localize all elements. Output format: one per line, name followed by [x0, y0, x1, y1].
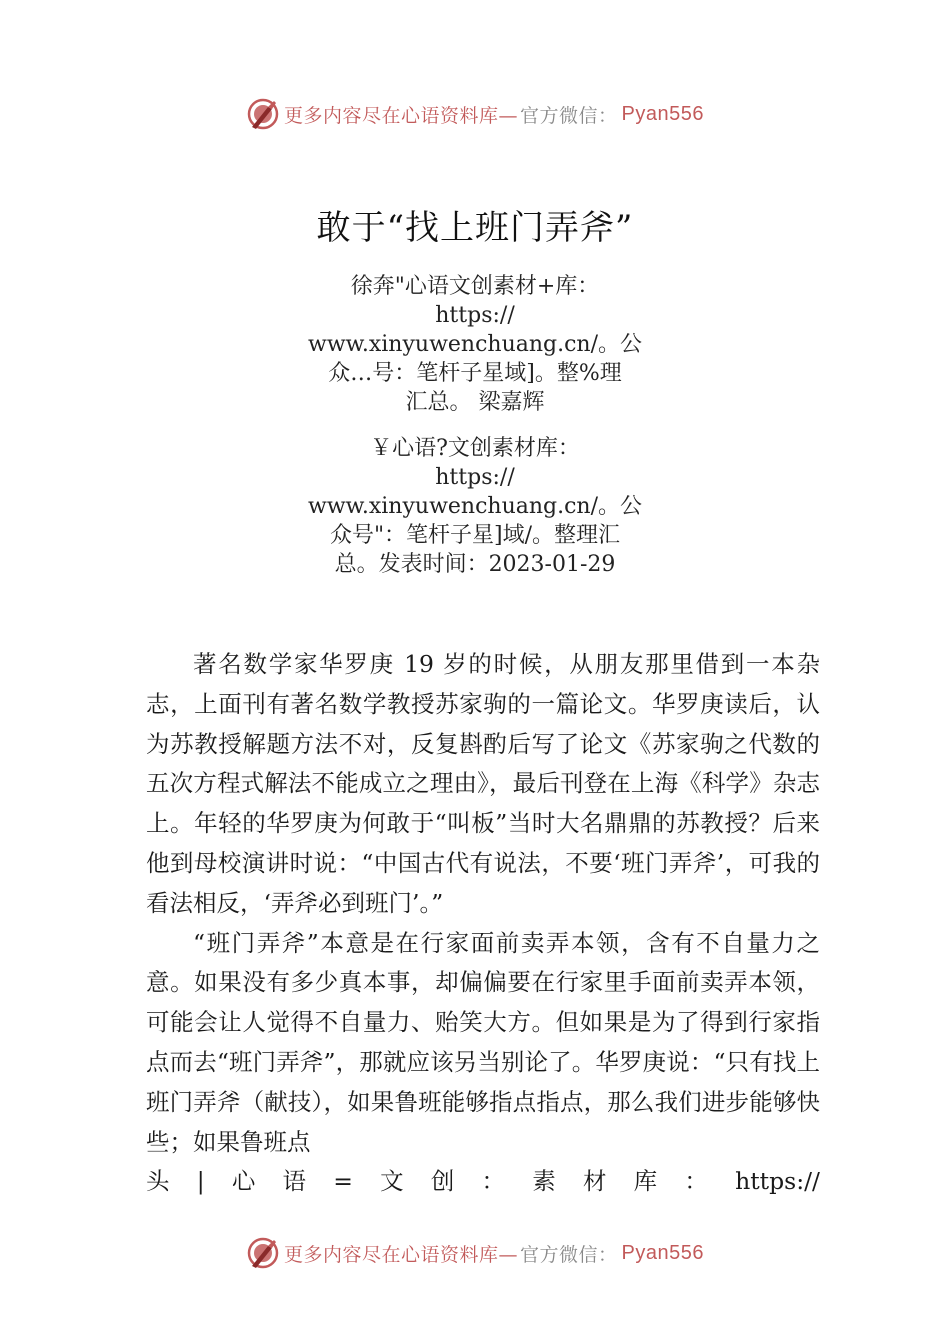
last-line-char: | [196, 1167, 205, 1196]
last-line-char: ： [684, 1167, 708, 1196]
body-last-line [146, 1162, 820, 1202]
banner-library-text: 更多内容尽在心语资料库— [284, 1243, 519, 1266]
body-paragraph: 著名数学家华罗庚 19 岁的时候，从朋友那里借到一本杂志，上面刊有著名数学教授苏家驹的一篇论文。华罗庚读后，认为苏教授解题方法不对，反复斟酌后写了论文《苏家驹之代数的五次方程式解法不能成立之理由》，最后刊登在上海《科学》杂志上。年轻的华罗庚为何敢于“叫板”当时大名鼎鼎的苏教授？后来他到母校演讲时说：“中国古代有说法，不要‘班门弄斧’，可我的看法相反，‘弄斧必到班门’。” [146, 650, 820, 917]
meta-line: ￥心语?文创素材库： [370, 436, 580, 461]
footer-watermark-banner [0, 1236, 950, 1270]
last-line-char: 素 [532, 1167, 556, 1196]
meta-line: www.xinyuwenchuang.cn/。公 [307, 494, 643, 519]
last-line-char: 材 [582, 1167, 607, 1196]
last-line-char: ： [481, 1167, 506, 1196]
last-line-char: 心 [231, 1167, 256, 1196]
last-line-char: 语 [282, 1167, 307, 1196]
banner-wechat-label: 官方微信： [520, 104, 618, 127]
last-line-char: https:// [735, 1167, 820, 1196]
last-line-char: 文 [380, 1167, 404, 1196]
body-paragraph: “班门弄斧”本意是在行家面前卖弄本领，含有不自量力之意。如果没有多少真本事，却偏偏要在行家里手面前卖弄本领，可能会让人觉得不自量力、贻笑大方。但如果是为了得到行家指点而去“班门弄斧”，那就应该另当别论了。华罗庚说：“只有找上班门弄斧（献技），如果鲁班能够指点指点，那么我们进步能够快些；如果鲁班点 [146, 928, 820, 1156]
last-line-char: = [333, 1167, 353, 1196]
meta-line: 总。发表时间：2023-01-29 [334, 552, 616, 577]
meta-line: 众号"：笔杆子星]域/。整理汇 [329, 523, 621, 548]
pen-seal-logo-icon [246, 97, 280, 131]
last-line-char: 创 [430, 1167, 455, 1196]
article-body [146, 645, 820, 1202]
meta-line: 众…号：笔杆子星域]。整%理 [328, 361, 622, 386]
banner-library-text: 更多内容尽在心语资料库— [284, 104, 519, 127]
last-line-char: 库 [633, 1167, 658, 1196]
meta-line: 汇总。 梁嘉辉 [405, 390, 545, 415]
pen-seal-logo-icon [246, 1236, 280, 1270]
banner-wechat-id: Pyan556 [621, 1241, 704, 1264]
meta-line: https:// [435, 303, 515, 328]
meta-line: www.xinyuwenchuang.cn/。公 [307, 332, 643, 357]
header-watermark-banner [0, 97, 950, 131]
article-title: 敢于“找上班门弄斧” [316, 208, 634, 248]
source-info-block-2 [295, 434, 655, 579]
meta-line: 徐奔"心语文创素材+库： [350, 274, 600, 299]
banner-wechat-label: 官方微信： [520, 1243, 618, 1266]
last-line-char: 头 [146, 1167, 170, 1196]
meta-line: https:// [435, 465, 515, 490]
source-info-block-1 [295, 272, 655, 417]
banner-wechat-id: Pyan556 [621, 102, 704, 125]
